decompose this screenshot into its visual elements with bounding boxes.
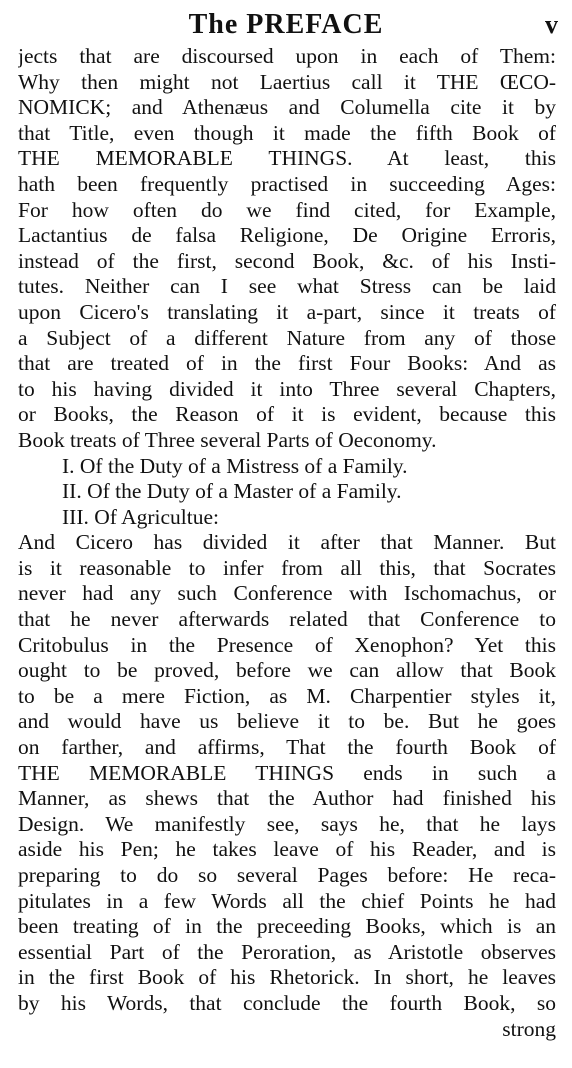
text-line: in the first Book of his Rhetorick. In short, he leaves	[18, 965, 556, 990]
text-line: THE MEMORABLE THINGS ends in such a	[18, 760, 556, 785]
text-line: pitulates in a few Words all the chief Points he had	[18, 888, 556, 913]
list-item: I. Of the Duty of a Mistress of a Family.	[62, 453, 408, 478]
text-line: or Books, the Reason of it is evident, because this	[18, 402, 556, 427]
text-line: been treating of in the preceeding Books, which is an	[18, 914, 556, 939]
text-line: to his having divided it into Three several Chapters,	[18, 376, 556, 401]
text-line: Book treats of Three several Parts of Oeconomy.	[18, 427, 437, 452]
text-line: Design. We manifestly see, says he, that he lays	[18, 811, 556, 836]
list-item: III. Of Agricultue:	[62, 504, 220, 529]
text-line: that he never afterwards related that Conference to	[18, 607, 556, 632]
text-line: jects that are discoursed upon in each of Them:	[18, 44, 556, 68]
text-line: NOMICK; and Athenæus and Columella cite it by	[18, 95, 556, 120]
text-line: Manner, as shews that the Author had finished his	[18, 786, 556, 811]
text-line: For how often do we find cited, for Example,	[18, 197, 556, 222]
text-line: on farther, and affirms, That the fourth Book of	[18, 735, 556, 760]
text-line: And Cicero has divided it after that Manner. But	[18, 530, 556, 555]
text-line: ought to be proved, before we can allow that Book	[18, 658, 556, 683]
body-text	[18, 44, 556, 1042]
text-line: Lactantius de falsa Religione, De Origine Erroris,	[18, 223, 556, 248]
text-line: to be a mere Fiction, as M. Charpentier styles it,	[18, 683, 556, 708]
text-line: instead of the first, second Book, &c. of his Insti-	[18, 248, 556, 273]
text-line: aside his Pen; he takes leave of his Reader, and is	[18, 837, 556, 862]
text-line: tutes. Neither can I see what Stress can be laid	[18, 274, 556, 299]
text-line: and would have us believe it to be. But he goes	[18, 709, 556, 734]
running-title: The PREFACE	[188, 9, 384, 40]
text-line: hath been frequently practised in succeeding Ages:	[18, 171, 556, 196]
text-line: essential Part of the Peroration, as Aristotle observes	[18, 939, 556, 964]
list-item: II. Of the Duty of a Master of a Family.	[62, 479, 402, 504]
text-line: preparing to do so several Pages before: He reca-	[18, 863, 556, 887]
text-line: Critobulus in the Presence of Xenophon? Yet this	[18, 632, 556, 657]
text-line: is it reasonable to infer from all this, that Socrates	[18, 555, 556, 580]
text-line: by his Words, that conclude the fourth Book, so	[18, 990, 556, 1015]
text-line: that are treated of in the first Four Books: And as	[18, 351, 556, 376]
page-header	[0, 8, 572, 42]
text-line: upon Cicero's translating it a-part, since it treats of	[18, 299, 556, 324]
text-line: a Subject of a different Nature from any of those	[18, 325, 556, 350]
text-line: THE MEMORABLE THINGS. At least, this	[18, 146, 556, 171]
page-number: v	[545, 10, 558, 39]
text-line: Why then might not Laertius call it THE ŒCO-	[18, 69, 556, 94]
catchword: strong	[502, 1016, 556, 1041]
text-line: that Title, even though it made the fifth Book of	[18, 120, 556, 145]
text-line: never had any such Conference with Ischomachus, or	[18, 581, 556, 606]
